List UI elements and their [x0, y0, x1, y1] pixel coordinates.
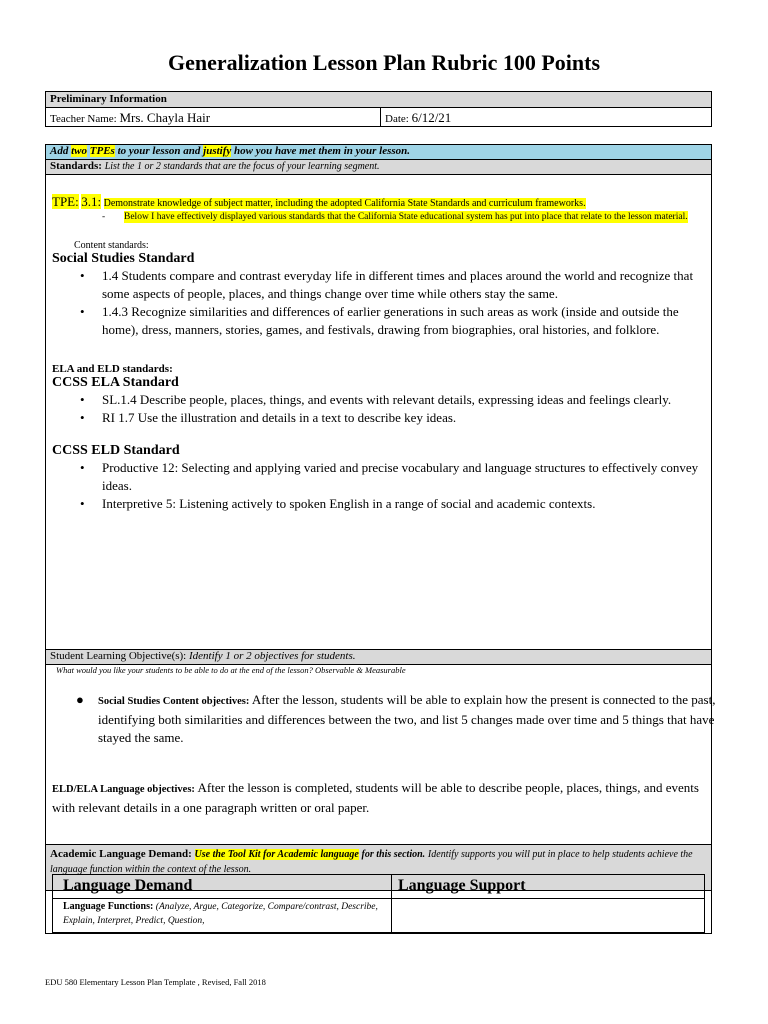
date-label: Date: — [385, 113, 409, 125]
language-support-cell — [392, 899, 704, 932]
tpe-justification — [102, 211, 705, 223]
standards-instruction: List the 1 or 2 standards that are the focus of your learning segment. — [104, 161, 380, 172]
eld-list — [76, 459, 705, 513]
objectives-body — [46, 665, 716, 845]
content-objective-text: After the lesson, students will be able to explain how the present is connected to the past, identifying both similarities and differences between the two, and list 5 changes made over time and 5 things that have stayed the same. — [98, 692, 716, 745]
tpe-end-text: how you have met them in your lesson. — [234, 145, 411, 157]
language-functions-text: (Analyze, Argue, Categorize, Compare/contrast, Describe, Explain, Interpret, Predict, Question, — [63, 902, 378, 926]
teacher-label: Teacher Name: — [50, 113, 117, 125]
page-title: Generalization Lesson Plan Rubric 100 Points — [167, 50, 601, 75]
list-item: • 1.4 Students compare and contrast everyday life in different times and places around the world and recognize that some aspects of people, places, and things change over time while others stay the same. — [76, 267, 705, 303]
tpe-two-text: two — [71, 145, 87, 157]
tpe-dash: - — [102, 212, 106, 222]
teacher-cell — [46, 108, 381, 126]
list-item: • RI 1.7 Use the illustration and details in a text to describe key ideas. — [76, 409, 705, 427]
teacher-date-row — [46, 108, 711, 126]
objectives-label: Student Learning Objective(s): — [50, 650, 187, 662]
language-objective — [52, 779, 712, 817]
language-objective-label: ELD/ELA Language objectives: — [52, 784, 195, 795]
ela-eld-label: ELA and ELD standards: — [52, 363, 173, 375]
content-objective — [76, 691, 716, 747]
date-value: 6/12/21 — [411, 110, 452, 125]
standards-label: Standards: — [50, 160, 102, 172]
language-support-header: Language Support — [398, 877, 526, 894]
language-objective-text: After the lesson is completed, students will be able to describe people, places, things, and events with relevant details in a one paragraph written or oral paper. — [52, 780, 699, 815]
table-row — [53, 899, 704, 932]
tpe-instruction-row — [46, 145, 711, 160]
tpe-tpes-text: TPEs — [89, 145, 115, 157]
objectives-instruction: Identify 1 or 2 objectives for students. — [189, 650, 356, 662]
for-section-text: for this section. — [361, 849, 426, 860]
content-standards-label: Content standards: — [74, 240, 149, 251]
bullet-icon: ● — [76, 692, 84, 707]
teacher-name: Mrs. Chayla Hair — [119, 110, 211, 125]
lesson-plan-table — [45, 144, 716, 934]
toolkit-text: Use the Tool Kit for Academic language — [194, 849, 359, 860]
objectives-subtext: What would you like your students to be able to do at the end of the lesson? Observable & Measurable — [56, 665, 406, 675]
academic-language-instruction: Identify supports you will put in place to help students achieve the language function within the context of the lesson. — [50, 849, 693, 875]
standards-body — [46, 194, 711, 650]
list-item: • 1.4.3 Recognize similarities and differences of earlier generations in such areas as work (inside and outside the home), dress, manners, stories, games, and festivals, drawing from biographies, oral histories, and folklore. — [76, 303, 705, 339]
language-functions-cell — [53, 899, 392, 932]
language-table — [52, 874, 705, 933]
social-studies-heading: Social Studies Standard — [52, 251, 195, 266]
tpe-label: TPE: — [52, 194, 79, 209]
language-demand-header: Language Demand — [53, 875, 392, 898]
tpe-justify-text: justify — [203, 145, 232, 157]
page-footer: EDU 580 Elementary Lesson Plan Template , Revised, Fall 2018 — [45, 977, 266, 987]
preliminary-heading: Preliminary Information — [46, 92, 711, 108]
tpe-number: 3.1: — [81, 194, 102, 209]
language-functions-label: Language Functions: — [63, 901, 154, 912]
list-item: • SL.1.4 Describe people, places, things, and events with relevant details, expressing ideas and feelings clearly. — [76, 391, 705, 409]
ela-list — [76, 391, 705, 427]
language-table-header — [53, 875, 704, 899]
social-studies-list — [76, 267, 705, 339]
content-objective-label: Social Studies Content objectives: — [98, 696, 250, 707]
standards-header-row — [46, 160, 711, 175]
tpe-line — [52, 194, 705, 210]
tpe-add-text: Add — [50, 145, 69, 157]
eld-heading: CCSS ELD Standard — [52, 443, 180, 458]
preliminary-info-table — [45, 91, 712, 127]
list-item: • Productive 12: Selecting and applying varied and precise vocabulary and language structures to effectively convey ideas. — [76, 459, 705, 495]
list-item: • Interpretive 5: Listening actively to spoken English in a range of social and academic contexts. — [76, 495, 705, 513]
objectives-header-row — [46, 650, 711, 665]
date-cell — [381, 108, 711, 126]
academic-language-label: Academic Language Demand: — [50, 848, 192, 860]
tpe-description: Demonstrate knowledge of subject matter, including the adopted California State Standards and curriculum frameworks. — [103, 198, 586, 209]
tpe-justification-text: Below I have effectively displayed various standards that the California State educational system has put into place that relate to the lesson material. — [124, 212, 688, 222]
tpe-mid-text: to your lesson and — [117, 145, 201, 157]
ela-heading: CCSS ELA Standard — [52, 375, 179, 390]
